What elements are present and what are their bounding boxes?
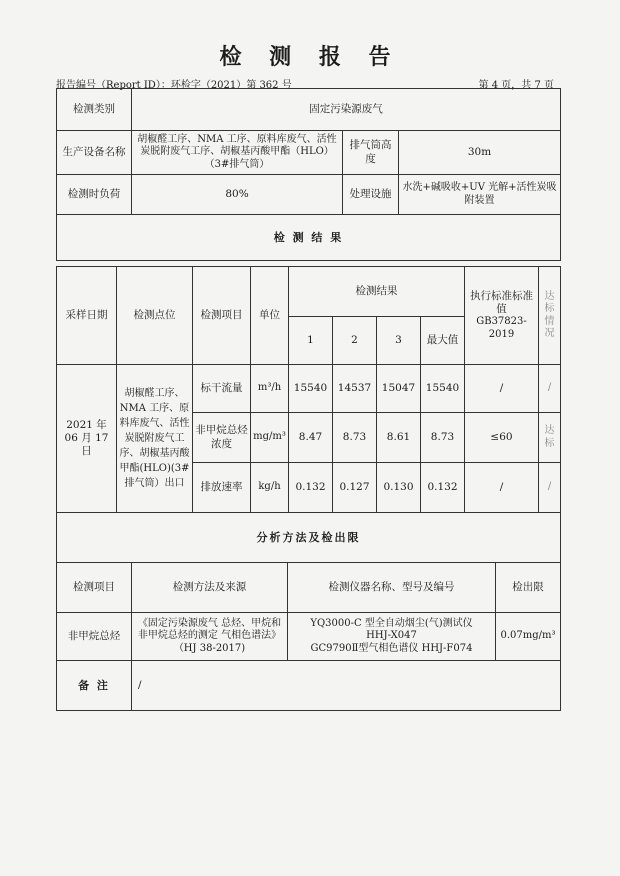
row-compliance: /: [539, 365, 561, 413]
row-value-3: 0.130: [377, 463, 421, 513]
page-title: 检 测 报 告: [219, 45, 401, 70]
row-value-1: 8.47: [289, 413, 333, 463]
method-limit: 0.07mg/m³: [496, 613, 561, 661]
table-row: [57, 613, 561, 661]
header-date: 采样日期: [57, 267, 117, 365]
row-standard: /: [465, 463, 539, 513]
row-item: 标干流量: [193, 365, 251, 413]
results-section-title: 检 测 结 果: [57, 215, 561, 261]
row-value-3: 15047: [377, 365, 421, 413]
header-result: 检测结果: [289, 267, 465, 317]
row-unit: kg/h: [251, 463, 289, 513]
header-max: 最大值: [421, 317, 465, 365]
header-unit: 单位: [251, 267, 289, 365]
method-source: 《固定污染源废气 总烃、甲烷和非甲烷总烃的测定 气相色谱法》（HJ 38-2017): [132, 613, 288, 661]
category-value: 固定污染源废气: [132, 89, 561, 131]
header-point: 检测点位: [117, 267, 193, 365]
row-item: 排放速率: [193, 463, 251, 513]
row-value-3: 8.61: [377, 413, 421, 463]
method-header-item: 检测项目: [57, 563, 132, 613]
remark-label: 备 注: [57, 661, 132, 711]
stack-height-label: 排气筒高度: [343, 131, 399, 175]
category-label: 检测类别: [57, 89, 132, 131]
results-table: [56, 266, 561, 513]
instrument-line-3: GC9790Ⅱ型气相色谱仪 HHJ-F074: [310, 642, 473, 654]
header-standard-code: GB37823-2019: [476, 316, 527, 340]
remark-value: /: [132, 661, 561, 711]
header-standard: [465, 267, 539, 365]
equipment-value: 胡椒醛工序、NMA 工序、原料库废气、活性炭脱附废气工序、胡椒基丙酸甲酯（HLO）（3#排气筒）: [132, 131, 343, 175]
info-table: [56, 88, 561, 261]
row-value-max: 0.132: [421, 463, 465, 513]
table-row: [57, 365, 561, 413]
stack-height-value: 30m: [399, 131, 561, 175]
header-run-3: 3: [377, 317, 421, 365]
report-number: 报告编号（Report ID）：环检字（2021）第 362 号: [56, 80, 292, 91]
header-run-1: 1: [289, 317, 333, 365]
row-item: 非甲烷总烃浓度: [193, 413, 251, 463]
equipment-label: 生产设备名称: [57, 131, 132, 175]
row-value-max: 15540: [421, 365, 465, 413]
methods-section-title: 分析方法及检出限: [57, 513, 561, 563]
method-item: 非甲烷总烃: [57, 613, 132, 661]
instrument-line-2: HHJ-X047: [366, 630, 417, 642]
header-run-2: 2: [333, 317, 377, 365]
row-value-2: 14537: [333, 365, 377, 413]
header-item: 检测项目: [193, 267, 251, 365]
header-compliance: 达标情况: [539, 267, 561, 365]
row-value-1: 0.132: [289, 463, 333, 513]
sampling-date: 2021 年 06 月 17 日: [57, 365, 117, 513]
row-unit: m³/h: [251, 365, 289, 413]
row-compliance: 达标: [539, 413, 561, 463]
method-header-method: 检测方法及来源: [132, 563, 288, 613]
load-label: 检测时负荷: [57, 175, 132, 215]
row-value-2: 8.73: [333, 413, 377, 463]
row-value-max: 8.73: [421, 413, 465, 463]
row-value-2: 0.127: [333, 463, 377, 513]
row-standard: /: [465, 365, 539, 413]
row-standard: ≤60: [465, 413, 539, 463]
method-header-instrument: 检测仪器名称、型号及编号: [288, 563, 496, 613]
method-header-limit: 检出限: [496, 563, 561, 613]
sampling-point: 胡椒醛工序、NMA 工序、原料库废气、活性炭脱附废气工序、胡椒基丙酸甲酯(HLO)(3#排气筒）出口: [117, 365, 193, 513]
instrument-line-1: YQ3000-C 型全自动烟尘(气)测试仪: [310, 617, 473, 629]
treatment-value: 水洗+碱吸收+UV 光解+活性炭吸附装置: [399, 175, 561, 215]
page-number: 第 4 页，共 7 页: [478, 80, 554, 91]
header-standard-label: 执行标准标准值: [470, 289, 533, 315]
row-unit: mg/m³: [251, 413, 289, 463]
methods-table: [56, 512, 561, 711]
row-compliance: /: [539, 463, 561, 513]
row-value-1: 15540: [289, 365, 333, 413]
treatment-label: 处理设施: [343, 175, 399, 215]
method-instrument: [288, 613, 496, 661]
load-value: 80%: [132, 175, 343, 215]
